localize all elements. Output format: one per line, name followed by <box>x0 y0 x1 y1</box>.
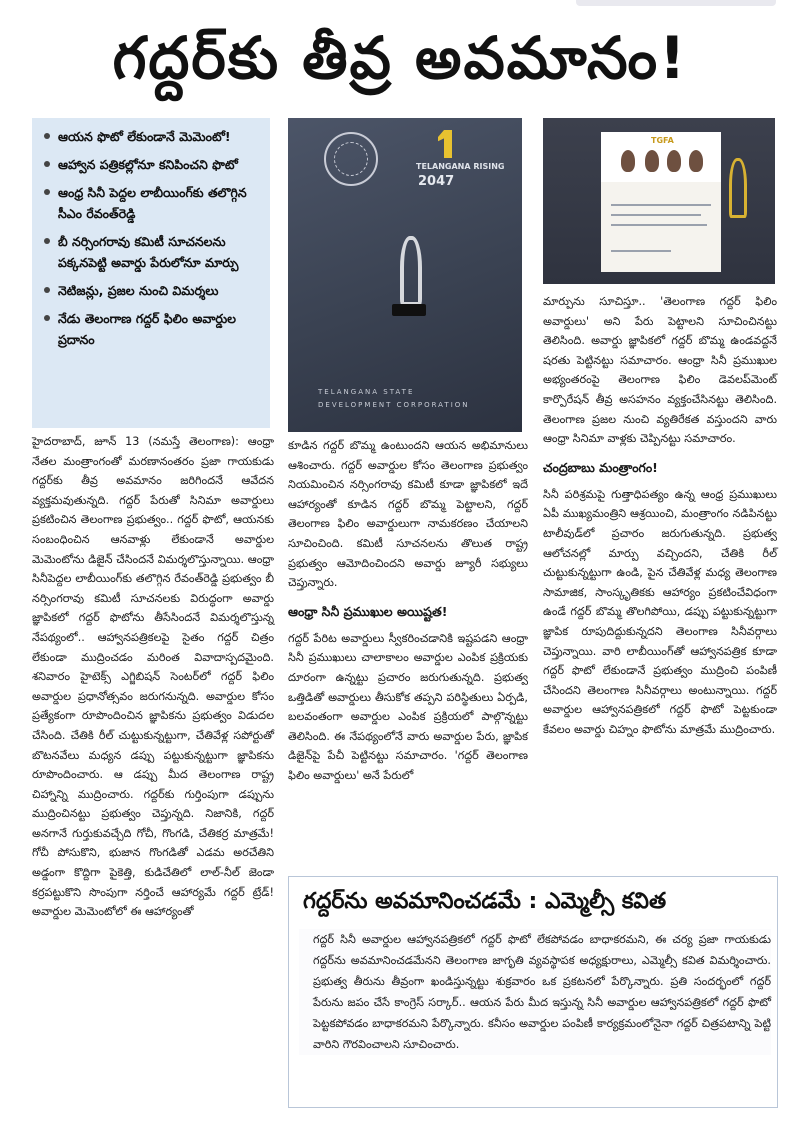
headline: గద్దర్‌కు తీవ్ర అవమానం! <box>112 24 688 92</box>
bullet-box <box>32 118 270 428</box>
box-title: గద్దర్‌ను అవమానించడమే : ఎమ్మెల్సీ కవిత <box>303 889 667 914</box>
box-body: గద్దర్ సినీ అవార్డుల ఆహ్వానపత్రికలో గద్దర్ ఫొటో లేకపోవడం బాధాకరమని, ఈ చర్య ప్రజా గాయకుడు గద్దర్‌ను అవమానించడమేనని తెలంగాణ జాగృతి వ్యవస్థాపక అధ్యక్షురాలు, ఎమ్మెల్సీ కవిత విమర్శించారు. ప్రభుత్వ తీరును తీవ్రంగా ఖండిస్తున్నట్టు శుక్రవారం ఒక ప్రకటనలో పేర్కొన్నారు. ప్రతి సందర్భంలో గద్దర్ పేరును జపం చేసే కాంగ్రెస్ సర్కార్.. ఆయన పేరు మీద ఇస్తున్న సినీ అవార్డుల ఆహ్వానపత్రికలో గద్దర్ ఫొటో పెట్టకపోవడం బాధాకరమని పేర్కొన్నారు. కనీసం అవార్డుల పంపిణీ కార్యక్రమంలోనైనా గద్దర్ చిత్రపటాన్ని పెట్టి వారిని గౌరవించాలని సూచించారు. <box>299 929 771 1055</box>
state-emblem-icon <box>324 132 378 186</box>
bullet-dot-icon <box>44 133 50 139</box>
card-text-line <box>611 214 701 216</box>
kavitha-box <box>288 876 778 1108</box>
top-strip <box>0 0 800 6</box>
invitation-photo <box>543 118 775 284</box>
bullet-text: ఆంధ్ర సినీ పెద్దల లాబీయింగ్‌కు తలొగ్గిన సీఎం రేవంత్‌రెడ్డి <box>58 185 247 221</box>
invitation-card <box>601 132 721 272</box>
bullet-text: నెటిజన్లు, ప్రజల నుంచి విమర్శలు <box>58 283 219 298</box>
bullet-text: నేడు తెలంగాణ గద్దర్ ఫిలిం అవార్డుల ప్రదానం <box>58 311 237 347</box>
paragraph: మార్పును సూచిస్తూ.. 'తెలంగాణ గద్దర్ ఫిలిం అవార్డులు' అని పేరు పెట్టాలని సూచించినట్టు తెలిసింది. అవార్డు జ్ఞాపికలో గద్దర్ బొమ్మ ఉండవద్దనే షరతు పెట్టినట్టు సమాచారం. ఆంధ్రా సినీ ప్రముఖుల అభ్యంతరంపై తెలంగాణ ఫిలిం డెవలప్‌మెంట్ కార్పొరేషన్ తీవ్ర అసహనం వ్యక్తంచేసినట్టు తెలిసింది. తెలంగాణ ప్రజల నుంచి వ్యతిరేకత వస్తుందని వారు ఆంధ్రా సినిమా వాళ్లకు చెప్పినట్టు సమాచారం. <box>543 295 777 446</box>
portrait-icon <box>645 150 659 172</box>
portrait-icon <box>621 150 635 172</box>
rising-text: TELANGANA RISING <box>416 162 505 171</box>
bullet-item <box>44 308 260 350</box>
bullet-item <box>44 280 260 301</box>
article-column-a <box>32 432 274 922</box>
card-text-line <box>611 250 671 252</box>
card-text-line <box>611 204 711 206</box>
bullet-dot-icon <box>44 189 50 195</box>
rising-year: 2047 <box>418 174 455 189</box>
corporation-line-1: TELANGANA STATE <box>318 388 415 396</box>
article-column-c <box>543 292 777 739</box>
bullet-dot-icon <box>44 161 50 167</box>
trophy-icon <box>729 158 747 218</box>
rising-logo-icon <box>438 130 458 158</box>
trophy-base <box>392 304 426 316</box>
bullet-item <box>44 126 260 147</box>
bullet-item <box>44 154 260 175</box>
bullet-dot-icon <box>44 238 50 244</box>
bullet-dot-icon <box>44 287 50 293</box>
portrait-icon <box>689 150 703 172</box>
paragraph: హైదరాబాద్, జూన్ 13 (నమస్తే తెలంగాణ): ఆంధ్రా నేతల మంత్రాంగంతో మరణానంతరం ప్రజా గాయకుడు గద్దర్‌కు తీవ్ర అవమానం జరిగిందనే ఆవేదన వ్యక్తమవుతున్నది. గద్దర్ పేరుతో సినిమా అవార్డులు ప్రకటించిన తెలంగాణ ప్రభుత్వం.. గద్దర్ ఫొటో, ఆయనకు సంబంధించిన ఆనవాళ్లు లేకుండానే అవార్డుల మెమెంటోను డిజైన్ చేసిందనే విమర్శలొస్తున్నాయి. ఆంధ్రా సినీపెద్దల లాబీయింగ్‌కు తలొగ్గిన రేవంత్‌రెడ్డి ప్రభుత్వం బీ నర్సింగరావు కమిటీ సూచనలకు విరుద్ధంగా అవార్డు జ్ఞాపికలో గద్దర్ ఫొటోను తీసేసిందనే విమర్శలొస్తున్న నేపథ్యంలో.. ఆహ్వానపత్రికలపై సైతం గద్దర్ చిత్రం లేకుండా ముద్రించడం మరింత వివాదాస్పదమైంది. శనివారం హైటెక్స్ ఎగ్జిబిషన్ సెంటర్‌లో గద్దర్ ఫిలిం అవార్డుల ప్రధానోత్సవం జరుగనున్నది. అవార్డుల కోసం ప్రత్యేకంగా రూపొందించిన జ్ఞాపికను ప్రభుత్వం విడుదల చేసింది. చేతికి రీల్ చుట్టుకున్నట్టుగా, చేతివేళ్ల సపోర్టుతో బొటనవేలు మధ్యన డప్పు పట్టుకున్నట్టుగా జ్ఞాపికను రూపొందించారు. ఆ డప్పు మీద తెలంగాణ రాష్ట్ర చిహ్నాన్ని ముద్రించారు. గద్దర్‌కు గుర్తింపుగా డప్పును ముద్రించినట్టు ప్రభుత్వం చెప్తున్నది. నిజానికి, గద్దర్ అనగానే గుర్తుకువచ్చేది గోచీ, గొంగడి, చేతికర్ర మాత్రమే! గోచీ పోసుకొని, భుజాన గొంగడితో ఎడమ అరచేతిని అడ్డంగా కొద్దిగా పైకెత్తి, కుడిచేతిలో లాల్-నీల్ జెండా కర్రపట్టుకొని సొంపుగా నర్తించే ఆహార్యమే గద్దర్ ట్రేడ్! అవార్డుల మెమెంటోలో ఈ ఆహార్యంతో <box>32 435 274 919</box>
top-tab <box>576 0 776 6</box>
portrait-icon <box>667 150 681 172</box>
card-logo: TGFA <box>651 136 674 145</box>
bullet-item <box>44 182 260 224</box>
bullet-text: ఆహ్వాన పత్రికల్లోనూ కనిపించని ఫొటో <box>58 157 238 172</box>
emblem-ring <box>334 142 368 176</box>
trophy-icon <box>400 236 422 306</box>
subheading: ఆంధ్రా సినీ ప్రముఖుల అయిష్టత! <box>288 603 448 619</box>
article-column-b <box>288 436 528 786</box>
paragraph: కూడిన గద్దర్ బొమ్మ ఉంటుందని ఆయన అభిమానులు ఆశించారు. గద్దర్ అవార్డుల కోసం తెలంగాణ ప్రభుత్వం నియమించిన నర్సింగరావు కమిటీ కూడా జ్ఞాపికలో ఇదే ఆహార్యంతో కూడిన గద్దర్ బొమ్మ పెట్టాలని, గద్దర్ తెలంగాణ ఫిలిం అవార్డులుగా నామకరణం చేయాలని సూచించింది. కమిటీ సూచనలను తొలుత రాష్ట్ర ప్రభుత్వం ఆమోదించిందని అవార్డు జ్యూరీ సభ్యులు చెప్తున్నారు. <box>288 439 528 590</box>
paragraph: గద్దర్ పేరిట అవార్డులు స్వీకరించడానికి ఇష్టపడని ఆంధ్రా సినీ ప్రముఖులు చాలాకాలం అవార్డుల ఎంపిక ప్రక్రియకు దూరంగా ఉన్నట్టు ప్రచారం జరుగుతున్నది. ప్రభుత్వ ఒత్తిడితో అవార్డులు తీసుకోక తప్పని పరిస్థితులు ఏర్పడి, బలవంతంగా అవార్డుల ఎంపిక ప్రక్రియలో పాల్గొన్నట్టు తెలిసింది. ఈ నేపథ్యంలోనే వారు అవార్డుల పేరు, జ్ఞాపిక డిజైన్‌పై పేచీ పెట్టినట్టు సమాచారం. 'గద్దర్ తెలంగాణ ఫిలిం అవార్డులు' అనే పేరులో <box>288 631 528 782</box>
card-text-line <box>611 224 707 226</box>
corporation-line-2: DEVELOPMENT CORPORATION <box>318 401 470 409</box>
bullet-dot-icon <box>44 315 50 321</box>
subheading: చంద్రబాబు మంత్రాంగం! <box>543 459 658 475</box>
paragraph: సినీ పరిశ్రమపై గుత్తాధిపత్యం ఉన్న ఆంధ్ర ప్రముఖులు ఏపీ ముఖ్యమంత్రిని ఆశ్రయించి, మంత్రాంగం నడిపినట్టు టాలీవుడ్‌లో ప్రచారం జరుగుతున్నది. ప్రభుత్వ ఆలోచనల్లో మార్పు వచ్చిందని, చేతికి రీల్ చుట్టుకున్నట్టుగా ఉండి, పైన చేతివేళ్ల మధ్య తెలంగాణ సామాజిక, సాంస్కృతికకు ఆహార్యం ప్రకటించేవిధంగా ఉండే గద్దర్ బొమ్మ తొలగిపోయి, డప్పు పట్టుకున్నట్టుగా జ్ఞాపిక రూపుదిద్దుకున్నదని తెలంగాణ సినీవర్గాలు చెప్తున్నాయి. వారి లాబీయింగ్‌తో ఆహ్వానపత్రిక కూడా గద్దర్ ఫొటో లేకుండానే ప్రభుత్వం ముద్రించి పంపిణీ చేసిందని తెలంగాణ సినీవర్గాలు అంటున్నాయి. గద్దర్ అవార్డుల ఆహ్వానపత్రికలో గద్దర్ ఫొటో పెట్టకుండా కేవలం అవార్డు చిహ్నం ఫొటోను మాత్రమే ముద్రించారు. <box>543 487 777 736</box>
bullet-text: ఆయన ఫొటో లేకుండానే మెమెంటో! <box>58 129 231 144</box>
memento-photo <box>288 118 522 432</box>
bullet-item <box>44 231 260 273</box>
bullet-text: బీ నర్సింగరావు కమిటీ సూచనలను పక్కనపెట్టి అవార్డు పేరులోనూ మార్పు <box>58 234 239 270</box>
